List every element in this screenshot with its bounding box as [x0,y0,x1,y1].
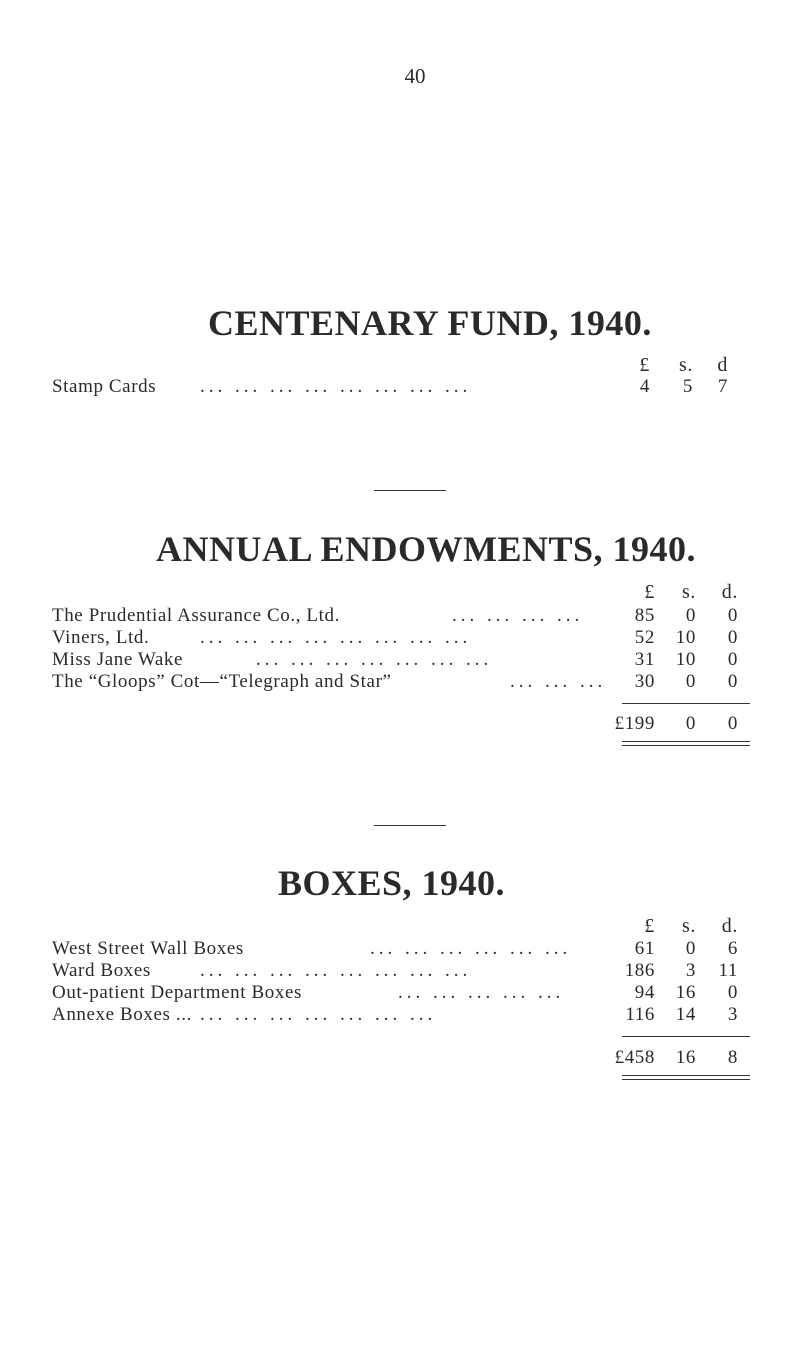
pounds-value: 4 [639,376,650,397]
pence-header: d. [721,915,738,937]
total-pence: 8 [727,1047,738,1068]
total-pounds: £199 [614,713,655,734]
dot-leader: ... ... ... ... ... [398,982,565,1003]
pounds-value: 116 [625,1004,655,1025]
shillings-value: 0 [685,605,696,626]
total-pounds: £458 [614,1047,655,1068]
pence-value: 0 [727,605,738,626]
subtotal-rule [622,703,750,704]
row-label: West Street Wall Boxes [52,938,244,959]
section-divider [374,490,446,491]
table-row [0,1004,800,1030]
shillings-value: 3 [685,960,696,981]
annual-endowments-title: ANNUAL ENDOWMENTS, 1940. [156,529,697,569]
total-row [0,1047,800,1073]
endowments-column-headers [0,581,800,607]
dot-leader: ... ... ... ... ... ... ... [200,1004,437,1025]
shillings-value: 10 [675,649,696,670]
pounds-header: £ [644,581,655,603]
section-divider [374,825,446,826]
shillings-header: s. [679,354,693,376]
table-row [0,376,800,402]
shillings-value: 16 [675,982,696,1003]
pence-header: d [717,354,728,376]
pounds-value: 52 [634,627,655,648]
shillings-header: s. [682,581,696,603]
pounds-value: 30 [634,671,655,692]
total-shillings: 0 [685,713,696,734]
dot-leader: ... ... ... ... [452,605,584,626]
row-label: Viners, Ltd. [52,627,150,648]
shillings-value: 14 [675,1004,696,1025]
dot-leader: ... ... ... ... ... ... [370,938,572,959]
total-shillings: 16 [675,1047,696,1068]
row-label: The Prudential Assurance Co., Ltd. [52,605,340,626]
shillings-value: 5 [682,376,693,397]
page-number: 40 [404,64,426,88]
row-label: Out-patient Department Boxes [52,982,303,1003]
pence-value: 0 [727,671,738,692]
dot-leader: ... ... ... ... ... ... ... [256,649,493,670]
pence-value: 6 [727,938,738,959]
row-label: The “Gloops” Cot—“Telegraph and Star” [52,671,392,692]
row-label: Annexe Boxes ... [52,1004,192,1025]
pence-value: 0 [727,982,738,1003]
dot-leader: ... ... ... [510,671,607,692]
shillings-header: s. [682,915,696,937]
centenary-fund-title: CENTENARY FUND, 1940. [208,303,652,343]
total-double-rule [622,1075,750,1080]
dot-leader: ... ... ... ... ... ... ... ... [200,960,472,981]
row-label: Miss Jane Wake [52,649,184,670]
shillings-value: 0 [685,671,696,692]
shillings-value: 10 [675,627,696,648]
table-row [0,671,800,697]
pounds-header: £ [644,915,655,937]
pence-value: 3 [727,1004,738,1025]
total-row [0,713,800,739]
pence-value: 0 [727,627,738,648]
pounds-value: 85 [634,605,655,626]
pounds-value: 31 [634,649,655,670]
pence-header: d. [721,581,738,603]
dot-leader: ... ... ... ... ... ... ... ... [200,627,472,648]
pence-value: 11 [718,960,738,981]
pounds-value: 61 [634,938,655,959]
dot-leader: ... ... ... ... ... ... ... ... [200,376,472,397]
row-label: Stamp Cards [52,376,157,397]
pence-value: 0 [727,649,738,670]
pence-value: 7 [717,376,728,397]
total-pence: 0 [727,713,738,734]
shillings-value: 0 [685,938,696,959]
subtotal-rule [622,1036,750,1037]
pounds-header: £ [639,354,650,376]
pounds-value: 186 [624,960,655,981]
pounds-value: 94 [634,982,655,1003]
row-label: Ward Boxes [52,960,151,981]
boxes-title: BOXES, 1940. [278,863,506,903]
total-double-rule [622,741,750,746]
